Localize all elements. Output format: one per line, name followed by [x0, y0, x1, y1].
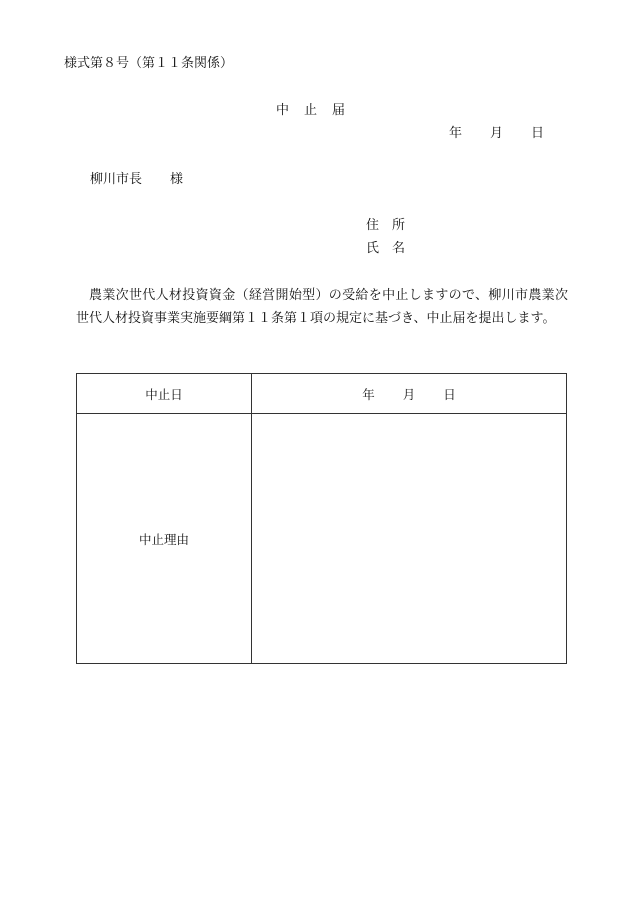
- table-row: [77, 374, 567, 414]
- title-char: 中: [276, 103, 290, 118]
- addressee: [90, 173, 183, 186]
- address-label-char: 所: [392, 218, 406, 233]
- address-label-char: 住: [366, 218, 380, 233]
- date-year: 年: [449, 126, 463, 141]
- page-title: [276, 104, 345, 117]
- stop-date-month: 月: [402, 386, 416, 402]
- stop-date-day: 日: [443, 386, 456, 402]
- address-label: [366, 219, 405, 232]
- title-char: 届: [332, 103, 346, 118]
- stop-date-year: 年: [362, 386, 375, 402]
- stop-reason-field[interactable]: [252, 414, 567, 664]
- stop-reason-label: 中止理由: [77, 414, 252, 664]
- date-month: 月: [490, 126, 504, 141]
- name-label: [366, 242, 405, 255]
- addressee-honorific: 様: [170, 172, 184, 187]
- addressee-name: 柳川市長: [90, 172, 143, 187]
- table-row: [77, 414, 567, 664]
- stop-date-label: 中止日: [77, 374, 252, 414]
- submission-date: [449, 127, 544, 140]
- form-number: 様式第８号（第１１条関係）: [64, 56, 234, 71]
- body-paragraph: 農業次世代人材投資資金（経営開始型）の受給を中止しますので、柳川市農業次世代人材投資事業実施要綱第１１条第１項の規定に基づき、中止届を提出します。: [76, 288, 568, 326]
- name-label-char: 名: [392, 241, 406, 256]
- date-day: 日: [531, 126, 545, 141]
- title-char: 止: [304, 103, 318, 118]
- stop-date-field[interactable]: [252, 374, 567, 414]
- form-table: [76, 373, 567, 664]
- name-label-char: 氏: [366, 241, 380, 256]
